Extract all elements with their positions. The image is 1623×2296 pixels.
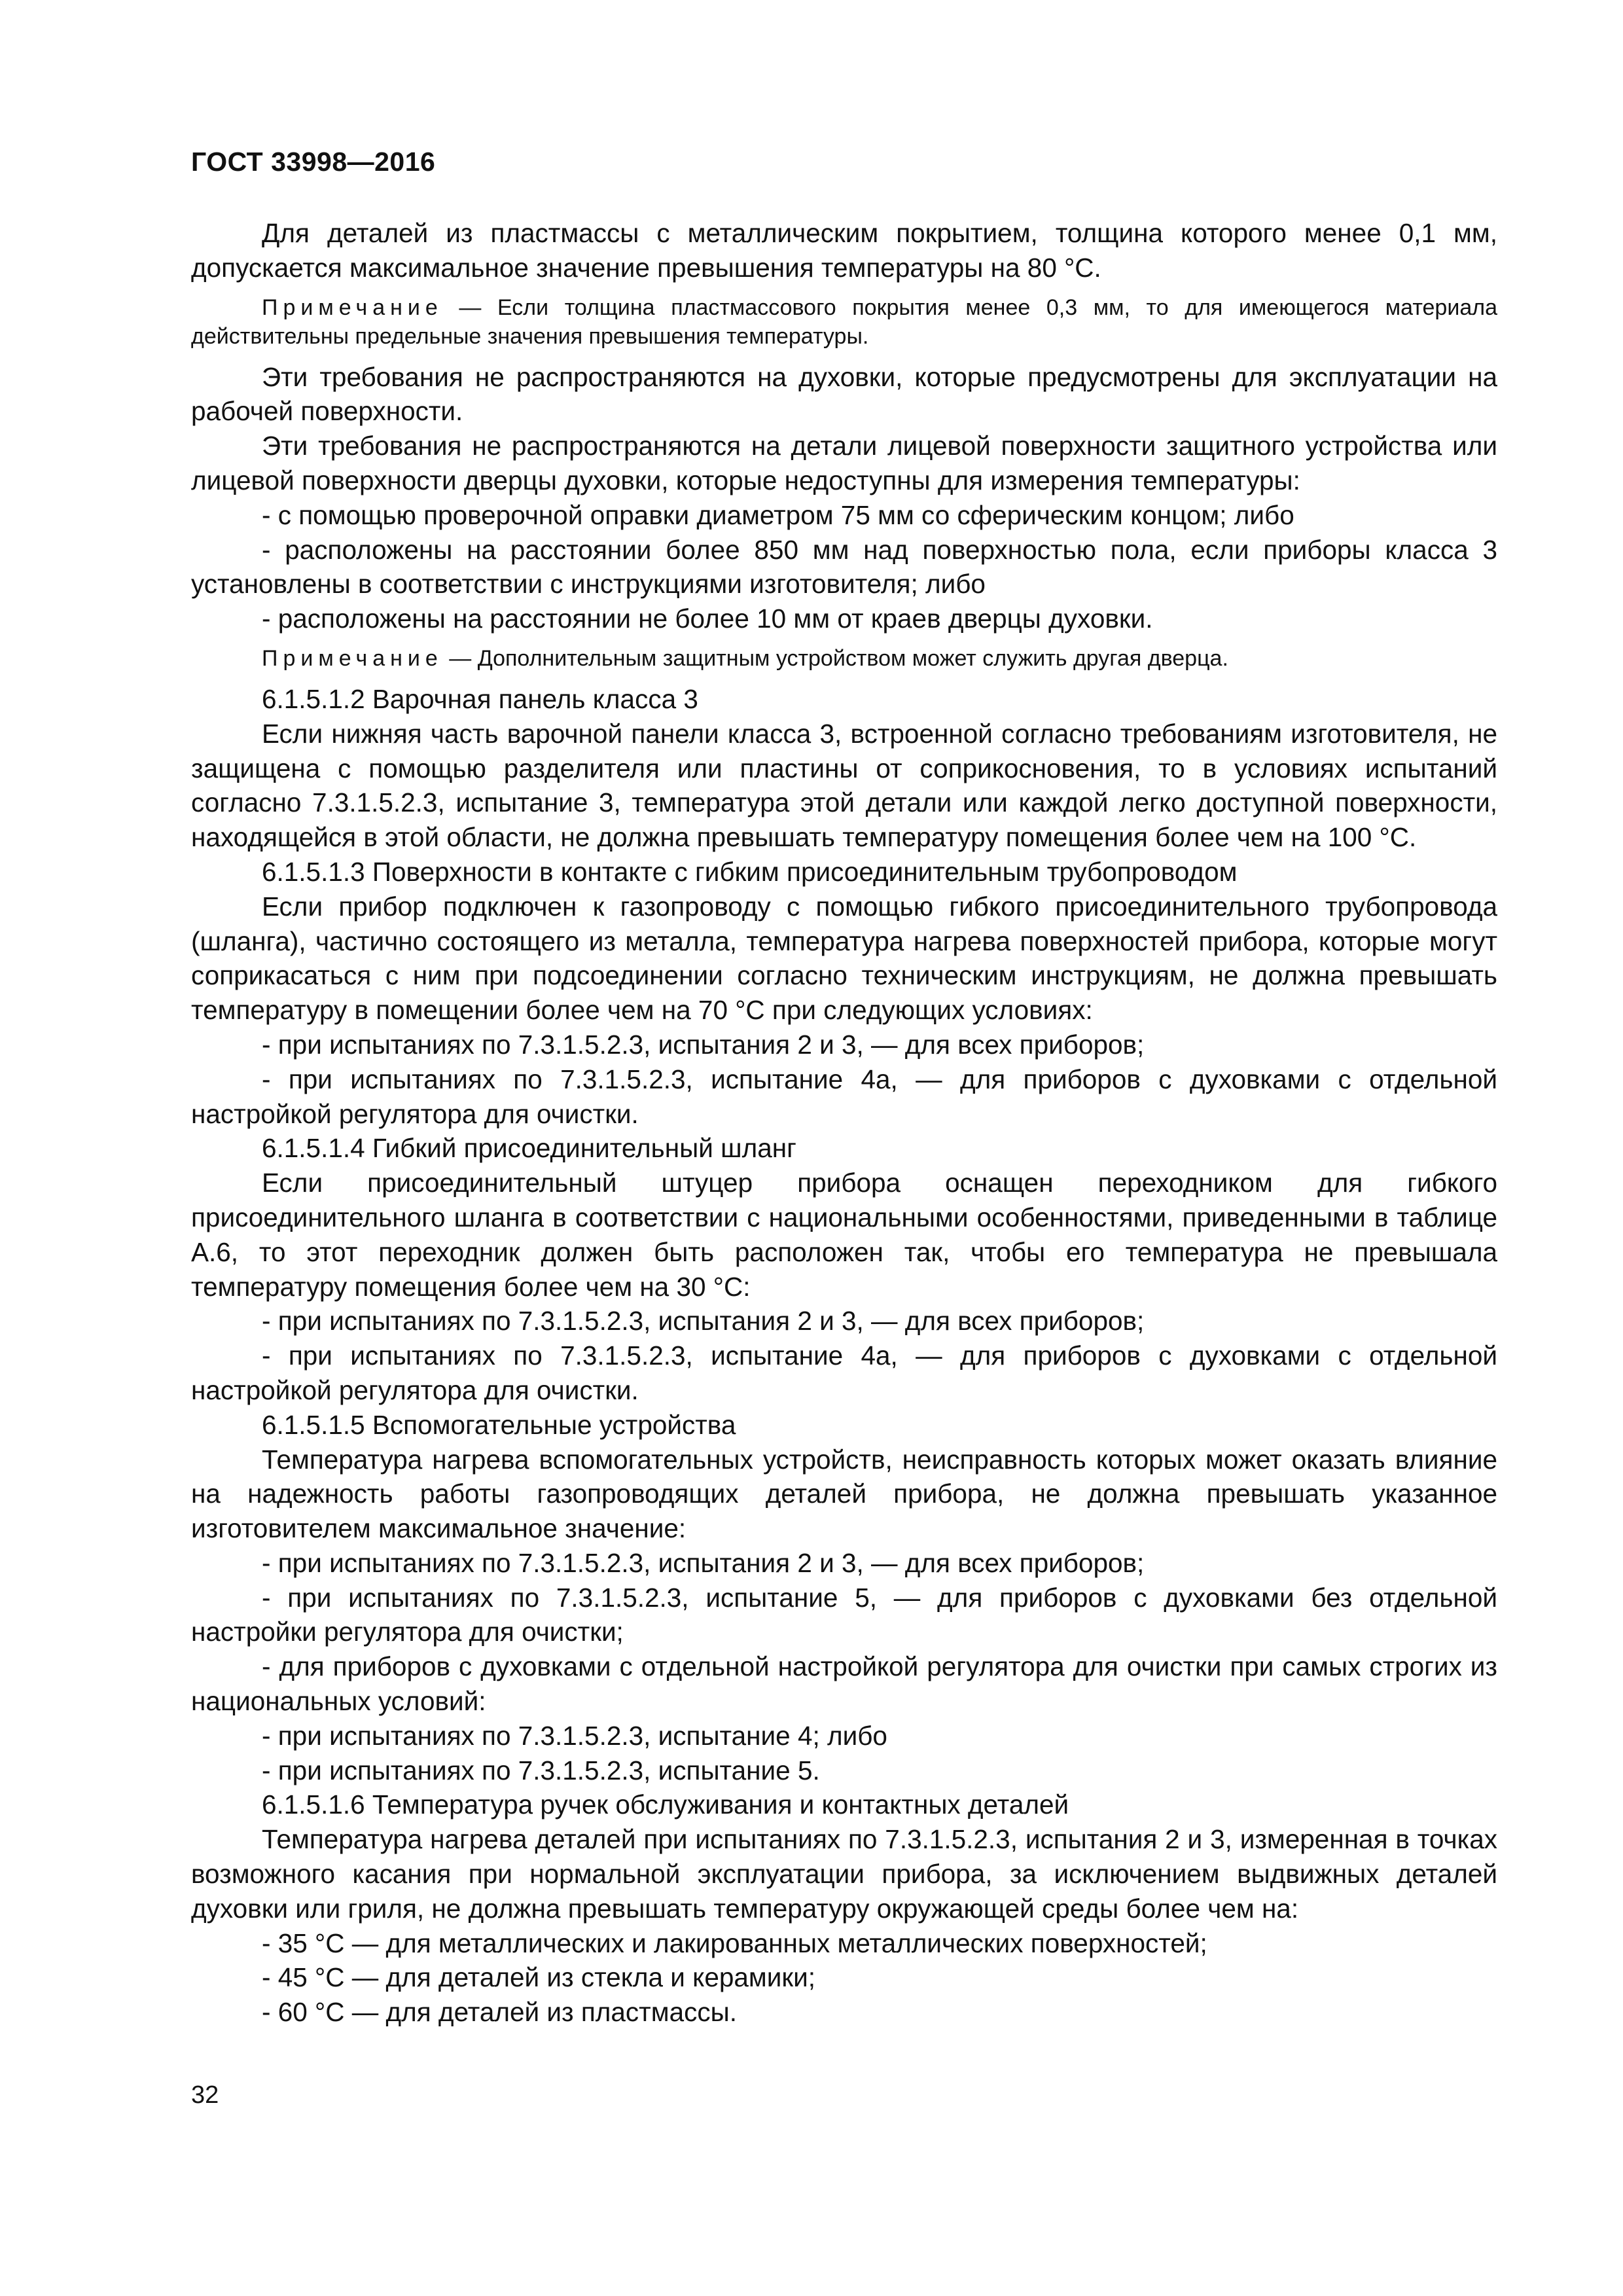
list-item: - с помощью проверочной оправки диаметром 75 мм со сферическим концом; либо [262, 499, 1294, 530]
paragraph: Эти требования не распространяются на детали лицевой поверхности защитного устройства или лицевой поверхности дверцы духовки, которые недоступны для измерения температуры: [191, 431, 1497, 495]
paragraph: Температура нагрева вспомогательных устройств, неисправность которых может оказать влияние на надежность работы газопроводящих деталей прибора, не должна превышать указанное изготовителем максимальное значение: [191, 1444, 1497, 1544]
paragraph: Если присоединительный штуцер прибора оснащен переходником для гибкого присоединительного шланга в соответствии с национальными особенностями, приведенными в таблице А.6, то этот переходник должен быть расположен так, чтобы его температура не превышала температуру помещения более чем на 30 °С: [191, 1168, 1497, 1302]
section-heading: 6.1.5.1.5 Вспомогательные устройства [262, 1409, 736, 1440]
list-item: - при испытаниях по 7.3.1.5.2.3, испытание 5, — для приборов с духовками без отдельной настройки регулятора для очистки; [191, 1582, 1497, 1647]
list-item: - для приборов с духовками с отдельной настройкой регулятора для очистки при самых строгих из национальных условий: [191, 1651, 1497, 1717]
paragraph: Температура нагрева деталей при испытаниях по 7.3.1.5.2.3, испытания 2 и 3, измеренная в точках возможного касания при нормальной эксплуатации прибора, за исключением выдвижных деталей духовки или гриля, не должна превышать температуру окружающей среды более чем на: [191, 1824, 1497, 1924]
list-item: - при испытаниях по 7.3.1.5.2.3, испытания 2 и 3, — для всех приборов; [262, 1306, 1145, 1336]
list-item: - при испытаниях по 7.3.1.5.2.3, испытание 4а, — для приборов с духовками с отдельной настройкой регулятора для очистки. [191, 1064, 1497, 1129]
note-text: — Если толщина пластмассового покрытия менее 0,3 мм, то для имеющегося материала действительны предельные значения превышения температуры. [191, 295, 1497, 349]
section-heading: 6.1.5.1.3 Поверхности в контакте с гибким присоединительным трубопроводом [262, 856, 1238, 887]
paragraph: Если прибор подключен к газопроводу с помощью гибкого присоединительного трубопровода (шланга), частично состоящего из металла, температура нагрева поверхностей прибора, которые могут соприкасаться с ним при подсоединении согласно техническим инструкциям, не должна превышать температуру в помещении более чем на 70 °С при следующих условиях: [191, 891, 1497, 1026]
section-heading: 6.1.5.1.6 Температура ручек обслуживания и контактных деталей [262, 1789, 1069, 1820]
note [191, 644, 1497, 673]
note [191, 293, 1497, 351]
list-item: - 45 °С — для деталей из стекла и керамики; [262, 1962, 815, 1993]
list-item: - при испытаниях по 7.3.1.5.2.3, испытание 4; либо [262, 1720, 887, 1751]
list-item: - расположены на расстоянии более 850 мм над поверхностью пола, если приборы класса 3 установлены в соответствии с инструкциями изготовителя; либо [191, 534, 1497, 600]
paragraph: Эти требования не распространяются на духовки, которые предусмотрены для эксплуатации на рабочей поверхности. [191, 361, 1497, 427]
section-heading: 6.1.5.1.4 Гибкий присоединительный шланг [262, 1133, 796, 1164]
paragraph: Для деталей из пластмассы с металлическим покрытием, толщина которого менее 0,1 мм, допускается максимальное значение превышения температуры на 80 °С. [191, 218, 1497, 283]
document-body [191, 216, 1497, 2030]
list-item: - при испытаниях по 7.3.1.5.2.3, испытания 2 и 3, — для всех приборов; [262, 1547, 1145, 1578]
list-item: - при испытаниях по 7.3.1.5.2.3, испытание 5. [262, 1755, 820, 1785]
note-text: — Дополнительным защитным устройством может служить другая дверца. [449, 645, 1228, 671]
list-item: - при испытаниях по 7.3.1.5.2.3, испытания 2 и 3, — для всех приборов; [262, 1029, 1145, 1060]
page-number: 32 [191, 2081, 219, 2109]
list-item: - 35 °С — для металлических и лакированных металлических поверхностей; [262, 1928, 1207, 1958]
list-item: - 60 °С — для деталей из пластмассы. [262, 1997, 737, 2028]
list-item: - при испытаниях по 7.3.1.5.2.3, испытание 4а, — для приборов с духовками с отдельной настройкой регулятора для очистки. [191, 1340, 1497, 1405]
paragraph: Если нижняя часть варочной панели класса 3, встроенной согласно требованиям изготовителя, не защищена с помощью разделителя или пластины от соприкосновения, то в условиях испытаний согласно 7.3.1.5.2.3, испытание 3, температура этой детали или каждой легко доступной поверхности, находящейся в этой области, не должна превышать температуру помещения более чем на 100 °С. [191, 718, 1497, 853]
note-label: Примечание [262, 645, 443, 671]
section-heading: 6.1.5.1.2 Варочная панель класса 3 [262, 683, 698, 714]
document-header: ГОСТ 33998—2016 [191, 147, 436, 177]
list-item: - расположены на расстоянии не более 10 мм от краев дверцы духовки. [262, 603, 1153, 634]
note-label: Примечание [262, 295, 443, 320]
